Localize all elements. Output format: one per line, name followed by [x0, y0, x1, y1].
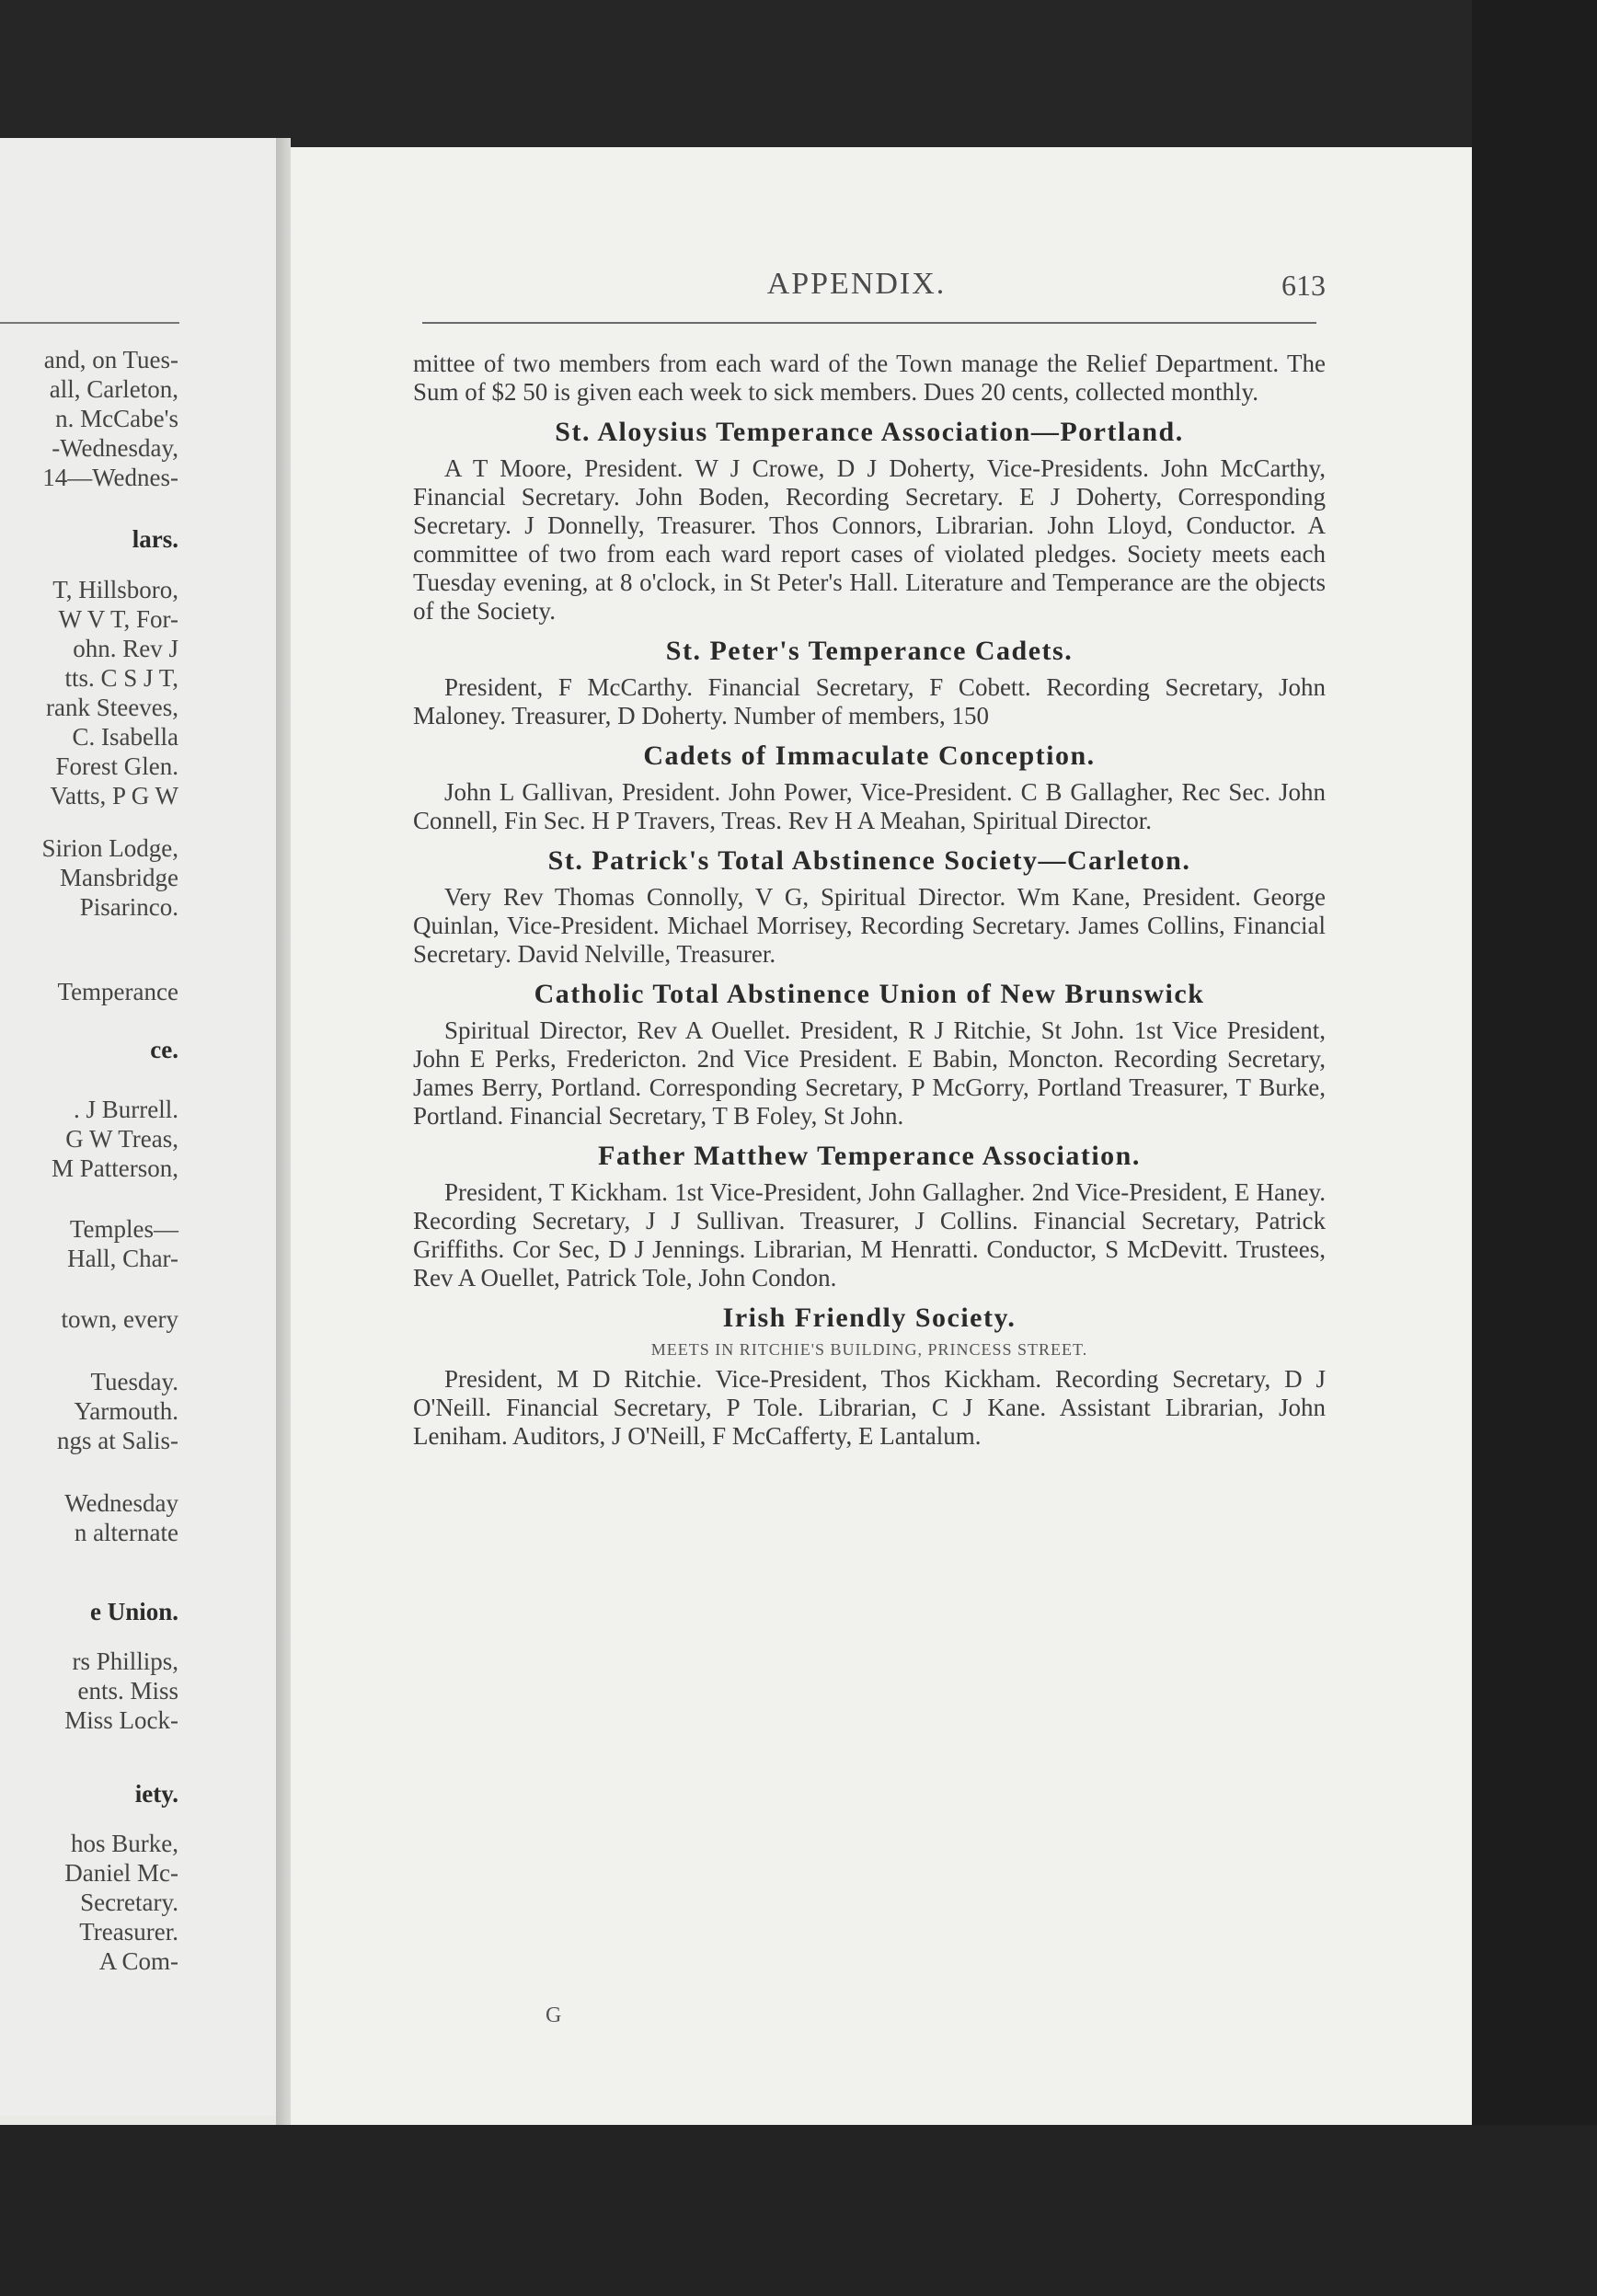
- left-page-line: Sirion Lodge,: [41, 834, 178, 862]
- scanner-background-bottom: [0, 2125, 1597, 2296]
- continuation-paragraph: mittee of two members from each ward of the Town manage the Relief Department. The Sum of $2 50 is given each week to sick members. Dues 20 cents, collected monthly.: [413, 350, 1326, 406]
- left-page-line: Forest Glen.: [55, 752, 178, 780]
- signature-mark: G: [546, 2003, 562, 2027]
- left-page-line: n. McCabe's: [55, 405, 178, 432]
- left-page-line: T, Hillsboro,: [52, 576, 178, 603]
- left-page-line: G W Treas,: [65, 1125, 178, 1153]
- left-page-line: ngs at Salis-: [57, 1427, 178, 1454]
- section-heading-father-matthew: Father Matthew Temperance Association.: [598, 1141, 1141, 1171]
- left-page-line: -Wednesday,: [52, 434, 178, 462]
- left-page-line: Treasurer.: [79, 1918, 178, 1946]
- section-heading-immaculate-conception: Cadets of Immaculate Conception.: [643, 740, 1096, 771]
- section-body-st-patricks: Very Rev Thomas Connolly, V G, Spiritual Director. Wm Kane, President. George Quinlan, Vice-President. Michael Morrisey, Recording Secretary. James Collins, Financial Secretary. David Nelville, Treasurer.: [413, 883, 1326, 968]
- left-page-line: C. Isabella: [72, 723, 178, 751]
- left-page-line: e Union.: [89, 1598, 178, 1625]
- section-heading-st-patricks: St. Patrick's Total Abstinence Society—Carleton.: [547, 845, 1191, 876]
- section-heading-irish-friendly: Irish Friendly Society.: [722, 1303, 1017, 1333]
- left-page-line: and, on Tues-: [43, 346, 178, 373]
- left-page-line: . J Burrell.: [74, 1096, 178, 1123]
- left-page-line: Vatts, P G W: [50, 782, 178, 809]
- right-page: [291, 147, 1472, 2125]
- left-page-line: Yarmouth.: [74, 1397, 178, 1425]
- section-body-st-peters-cadets: President, F McCarthy. Financial Secretary, F Cobett. Recording Secretary, John Maloney. Treasurer, D Doherty. Number of members, 150: [413, 673, 1326, 729]
- left-page-line: Temples—: [69, 1215, 178, 1243]
- left-page-line: Miss Lock-: [64, 1706, 178, 1734]
- page-content: [413, 350, 1326, 1458]
- left-page-line: hos Burke,: [71, 1830, 178, 1857]
- left-page-line: ents. Miss: [77, 1677, 178, 1705]
- left-page-line: Secretary.: [80, 1888, 178, 1916]
- section-heading-st-peters-cadets: St. Peter's Temperance Cadets.: [665, 636, 1074, 666]
- left-page-line: A Com-: [98, 1947, 178, 1975]
- left-page-line: rs Phillips,: [72, 1647, 178, 1675]
- left-page-line: rank Steeves,: [46, 694, 178, 721]
- left-page-line: Daniel Mc-: [64, 1859, 178, 1887]
- running-head: [396, 267, 1326, 313]
- left-page-line: ohn. Rev J: [73, 635, 178, 662]
- left-page-line: W V T, For-: [58, 605, 178, 633]
- section-body-immaculate-conception: John L Gallivan, President. John Power, Vice-President. C B Gallagher, Rec Sec. John Connell, Fin Sec. H P Travers, Treas. Rev H A Meahan, Spiritual Director.: [413, 778, 1326, 834]
- left-page-line: M Patterson,: [52, 1154, 178, 1182]
- page-number: 613: [1281, 269, 1326, 302]
- left-page-head-rule: [0, 322, 179, 324]
- left-page-line: ce.: [150, 1036, 178, 1063]
- left-page-line: lars.: [132, 525, 178, 553]
- left-page-line: Pisarinco.: [79, 893, 178, 921]
- head-rule: [422, 322, 1316, 324]
- left-page-line: all, Carleton,: [49, 375, 178, 403]
- left-page-line: Temperance: [57, 978, 178, 1005]
- left-page-line: tts. C S J T,: [64, 664, 178, 692]
- section-subhead-irish-friendly: MEETS IN RITCHIE'S BUILDING, PRINCESS STREET.: [650, 1340, 1088, 1359]
- scanner-background-right: [1472, 0, 1597, 2296]
- section-body-father-matthew: President, T Kickham. 1st Vice-President, John Gallagher. 2nd Vice-President, E Haney. Recording Secretary, J J Sullivan. Treasurer, J Collins. Financial Secretary, Patrick Griffiths. Cor Sec, D J Jennings. Librarian, M Henratti. Conductor, S McDevitt. Trustees, Rev A Ouellet, Patrick Tole, John Condon.: [413, 1178, 1326, 1292]
- left-page-line: town, every: [61, 1305, 178, 1333]
- left-page-line: Hall, Char-: [67, 1245, 178, 1272]
- left-page-line: 14—Wednes-: [42, 464, 178, 491]
- left-page-fragment: [0, 138, 276, 2116]
- left-page-line: Wednesday: [64, 1489, 178, 1517]
- page-gutter: [276, 138, 291, 2125]
- section-body-catholic-union: Spiritual Director, Rev A Ouellet. President, R J Ritchie, St John. 1st Vice President, John E Perks, Fredericton. 2nd Vice President. E Babin, Moncton. Recording Secretary, James Berry, Portland. Corresponding Secretary, P McGorry, Portland Treasurer, T Burke, Portland. Financial Secretary, T B Foley, St John.: [413, 1016, 1326, 1130]
- left-page-line: n alternate: [74, 1519, 178, 1546]
- section-body-irish-friendly: President, M D Ritchie. Vice-President, Thos Kickham. Recording Secretary, D J O'Neill. Financial Secretary, P Tole. Librarian, C J Kane. Assistant Librarian, John Leniham. Auditors, J O'Neill, F McCafferty, E Lantalum.: [413, 1365, 1326, 1450]
- section-heading-catholic-union: Catholic Total Abstinence Union of New Brunswick: [534, 979, 1205, 1009]
- section-heading-st-aloysius: St. Aloysius Temperance Association—Portland.: [555, 417, 1184, 447]
- left-page-line: Mansbridge: [60, 864, 178, 891]
- page-title: APPENDIX.: [766, 267, 947, 301]
- section-body-st-aloysius: A T Moore, President. W J Crowe, D J Doherty, Vice-Presidents. John McCarthy, Financial Secretary. John Boden, Recording Secretary. E J Doherty, Corresponding Secretary. J Donnelly, Treasurer. Thos Connors, Librarian. John Lloyd, Conductor. A committee of two from each ward report cases of violated pledges. Society meets each Tuesday evening, at 8 o'clock, in St Peter's Hall. Literature and Temperance are the objects of the Society.: [413, 454, 1326, 625]
- left-page-line: iety.: [134, 1780, 178, 1808]
- scanner-background-top: [0, 0, 1597, 147]
- left-page-line: Tuesday.: [90, 1368, 178, 1395]
